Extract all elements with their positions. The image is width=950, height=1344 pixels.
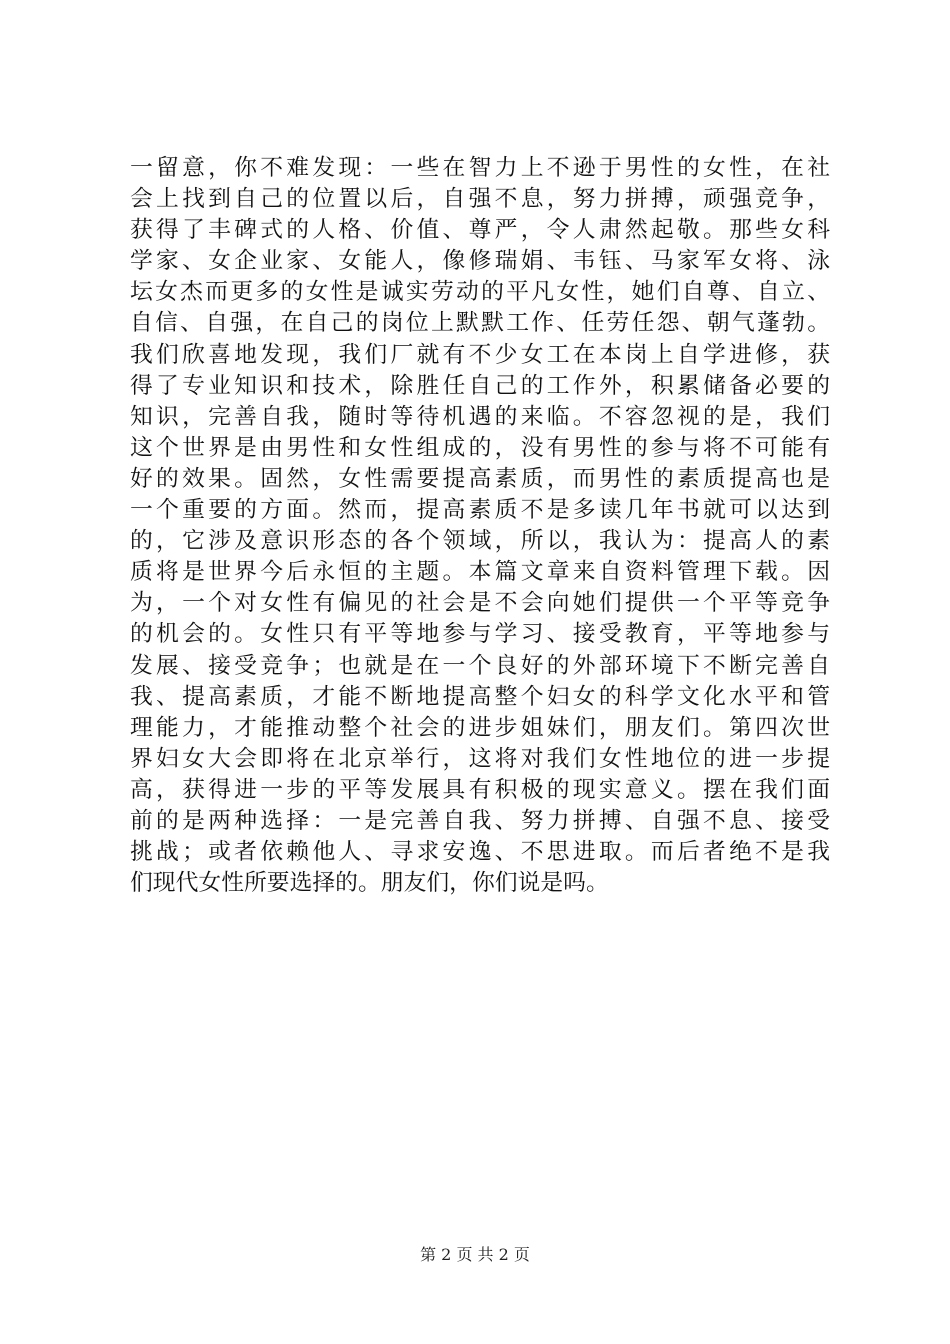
- text-line: 会上找到自己的位置以后，自强不息，努力拼搏，顽强竞争，: [130, 186, 830, 213]
- text-line: 自信、自强，在自己的岗位上默默工作、任劳任怨、朝气蓬勃。: [130, 310, 830, 337]
- text-line: 一留意，你不难发现：一些在智力上不逊于男性的女性，在社: [130, 155, 830, 181]
- text-line: 质将是世界今后永恒的主题。本篇文章来自资料管理下载。因: [130, 559, 830, 586]
- page-number-label: 第 2 页 共 2 页: [420, 1245, 530, 1264]
- text-line: 的，它涉及意识形态的各个领域，所以，我认为：提高人的素: [130, 528, 830, 555]
- text-line: 高，获得进一步的平等发展具有积极的现实意义。摆在我们面: [130, 776, 830, 803]
- text-line: 好的效果。固然，女性需要提高素质，而男性的素质提高也是: [130, 465, 830, 492]
- text-line: 的机会的。女性只有平等地参与学习、接受教育，平等地参与: [130, 621, 830, 648]
- text-line: 为，一个对女性有偏见的社会是不会向她们提供一个平等竞争: [130, 590, 830, 617]
- page-footer: [0, 1245, 950, 1265]
- text-line: 前的是两种选择：一是完善自我、努力拼搏、自强不息、接受: [130, 807, 830, 834]
- text-line: 坛女杰而更多的女性是诚实劳动的平凡女性，她们自尊、自立、: [130, 279, 830, 306]
- text-line: 们现代女性所要选择的。朋友们，你们说是吗。: [130, 870, 609, 897]
- text-line: 得了专业知识和技术，除胜任自己的工作外，积累储备必要的: [130, 372, 830, 399]
- text-line: 我、提高素质，才能不断地提高整个妇女的科学文化水平和管: [130, 683, 830, 710]
- text-line: 这个世界是由男性和女性组成的，没有男性的参与将不可能有: [130, 434, 830, 461]
- text-line: 一个重要的方面。然而，提高素质不是多读几年书就可以达到: [130, 497, 830, 524]
- text-line: 界妇女大会即将在北京举行，这将对我们女性地位的进一步提: [130, 745, 830, 772]
- text-line: 理能力，才能推动整个社会的进步姐妹们，朋友们。第四次世: [130, 714, 830, 741]
- text-line: 发展、接受竞争；也就是在一个良好的外部环境下不断完善自: [130, 652, 830, 679]
- text-line: 学家、女企业家、女能人，像修瑞娟、韦钰、马家军女将、泳: [130, 248, 830, 275]
- text-line: 知识，完善自我，随时等待机遇的来临。不容忽视的是，我们: [130, 403, 830, 430]
- text-line: 我们欣喜地发现，我们厂就有不少女工在本岗上自学进修，获: [130, 341, 830, 368]
- text-line: 获得了丰碑式的人格、价值、尊严，令人肃然起敬。那些女科: [130, 217, 830, 244]
- body-paragraph: [130, 153, 830, 899]
- text-line: 挑战；或者依赖他人、寻求安逸、不思进取。而后者绝不是我: [130, 839, 830, 866]
